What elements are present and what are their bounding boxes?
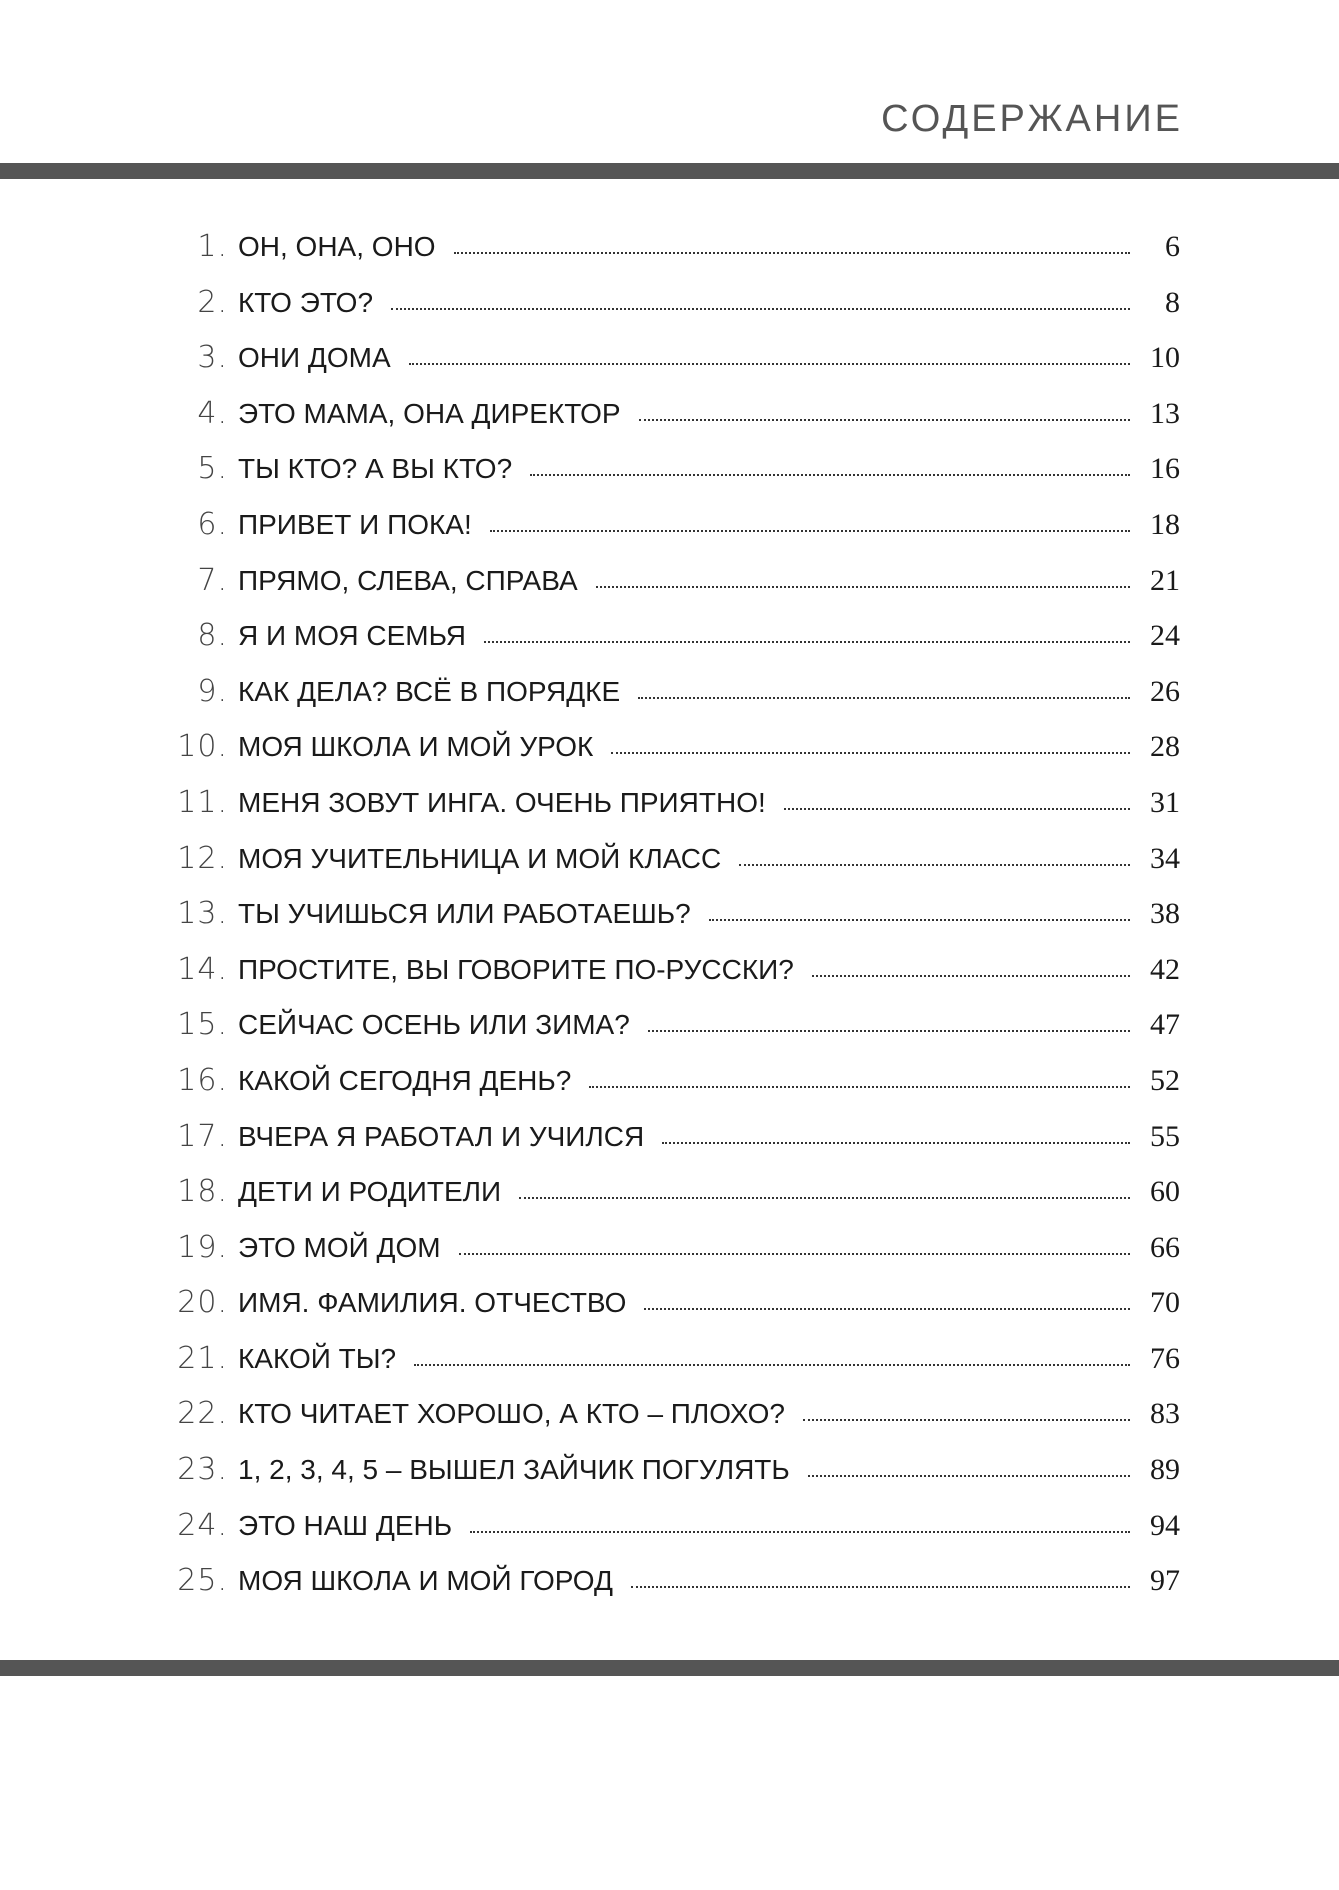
toc-entry-title: КАКОЙ ТЫ? bbox=[238, 1342, 397, 1374]
toc-entry-title: МОЯ ШКОЛА И МОЙ ГОРОД bbox=[238, 1565, 613, 1597]
toc-entry-number: 25. bbox=[177, 1563, 228, 1599]
dot-leader bbox=[459, 1252, 1130, 1255]
toc-entry-number: 5. bbox=[197, 451, 228, 487]
toc-entry-title: КТО ЧИТАЕТ ХОРОШО, А КТО – ПЛОХО? bbox=[238, 1398, 785, 1430]
toc-entry[interactable] bbox=[170, 396, 1180, 452]
toc-entry-page: 34 bbox=[1150, 841, 1180, 875]
toc-entry-number: 6. bbox=[197, 506, 228, 542]
toc-entry-number: 4. bbox=[197, 395, 228, 431]
toc-entry[interactable] bbox=[170, 785, 1180, 841]
dot-leader bbox=[414, 1363, 1130, 1366]
toc-entry[interactable] bbox=[170, 1341, 1180, 1397]
toc-entry[interactable] bbox=[170, 618, 1180, 674]
toc-entry-number: 8. bbox=[197, 618, 228, 654]
toc-entry[interactable] bbox=[170, 674, 1180, 730]
toc-entry-page: 70 bbox=[1150, 1286, 1180, 1320]
toc-entry-title: КАКОЙ СЕГОДНЯ ДЕНЬ? bbox=[238, 1064, 572, 1096]
toc-entry-title: ОН, ОНА, ОНО bbox=[238, 231, 436, 262]
toc-entry[interactable] bbox=[170, 507, 1180, 563]
dot-leader bbox=[589, 1085, 1130, 1088]
toc-entry-page: 8 bbox=[1165, 285, 1180, 319]
toc-entry-number: 18. bbox=[177, 1174, 228, 1210]
toc-entry[interactable] bbox=[170, 1007, 1180, 1063]
toc-entry-title: ЭТО НАШ ДЕНЬ bbox=[238, 1509, 453, 1541]
toc-entry-page: 6 bbox=[1165, 230, 1180, 263]
dot-leader bbox=[391, 307, 1130, 310]
toc-entry-page: 24 bbox=[1150, 619, 1180, 653]
dot-leader bbox=[454, 251, 1130, 254]
toc-entry[interactable] bbox=[170, 451, 1180, 507]
bottom-divider bbox=[0, 1660, 1339, 1676]
dot-leader bbox=[490, 529, 1130, 532]
dot-leader bbox=[639, 418, 1130, 421]
toc-entry-title: СЕЙЧАС ОСЕНЬ ИЛИ ЗИМА? bbox=[238, 1009, 630, 1041]
toc-entry-title: МЕНЯ ЗОВУТ ИНГА. ОЧЕНЬ ПРИЯТНО! bbox=[238, 786, 766, 818]
toc-entry-page: 42 bbox=[1150, 952, 1180, 986]
toc-entry-title: ТЫ УЧИШЬСЯ ИЛИ РАБОТАЕШЬ? bbox=[238, 898, 691, 930]
toc-entry-title: ЭТО МАМА, ОНА ДИРЕКТОР bbox=[238, 397, 621, 429]
toc-entry-title: ПРИВЕТ И ПОКА! bbox=[238, 508, 472, 540]
toc-entry-page: 38 bbox=[1150, 897, 1180, 931]
toc-entry-page: 16 bbox=[1150, 452, 1180, 486]
toc-entry[interactable] bbox=[170, 841, 1180, 897]
dot-leader bbox=[709, 918, 1130, 921]
toc-entry[interactable] bbox=[170, 1063, 1180, 1119]
toc-entry[interactable] bbox=[170, 1230, 1180, 1286]
dot-leader bbox=[611, 751, 1130, 754]
toc-entry-page: 76 bbox=[1150, 1341, 1180, 1375]
dot-leader bbox=[812, 974, 1130, 977]
toc-entry-number: 20. bbox=[177, 1285, 228, 1321]
toc-entry-title: ИМЯ. ФАМИЛИЯ. ОТЧЕСТВО bbox=[238, 1287, 627, 1319]
toc-entry[interactable] bbox=[170, 1452, 1180, 1508]
dot-leader bbox=[662, 1141, 1130, 1144]
toc-entry-number: 7. bbox=[197, 562, 228, 598]
dot-leader bbox=[638, 696, 1130, 699]
toc-entry-title: ПРОСТИТЕ, ВЫ ГОВОРИТЕ ПО-РУССКИ? bbox=[238, 953, 794, 985]
toc-entry-page: 83 bbox=[1150, 1397, 1180, 1431]
dot-leader bbox=[530, 473, 1130, 476]
toc-entry-number: 17. bbox=[177, 1118, 228, 1154]
dot-leader bbox=[648, 1029, 1130, 1032]
toc-entry[interactable] bbox=[170, 229, 1180, 285]
toc-entry[interactable] bbox=[170, 1508, 1180, 1564]
dot-leader bbox=[739, 863, 1130, 866]
toc-entry-title: ЭТО МОЙ ДОМ bbox=[238, 1231, 441, 1263]
toc-entry-number: 11. bbox=[177, 784, 228, 820]
toc-entry-page: 18 bbox=[1150, 507, 1180, 541]
toc-entry-page: 10 bbox=[1150, 341, 1180, 375]
toc-entry[interactable] bbox=[170, 1119, 1180, 1175]
toc-entry-number: 16. bbox=[177, 1062, 228, 1098]
toc-entry-title: ТЫ КТО? А ВЫ КТО? bbox=[238, 453, 513, 485]
toc-entry-page: 13 bbox=[1150, 396, 1180, 430]
toc-entry-page: 28 bbox=[1150, 730, 1180, 764]
dot-leader bbox=[644, 1307, 1130, 1310]
toc-entry-title: КАК ДЕЛА? ВСЁ В ПОРЯДКЕ bbox=[238, 675, 621, 707]
toc-entry-page: 52 bbox=[1150, 1063, 1180, 1097]
toc-entry-number: 10. bbox=[177, 729, 228, 765]
dot-leader bbox=[409, 362, 1130, 365]
toc-entry-number: 14. bbox=[177, 951, 228, 987]
page-title: СОДЕРЖАНИЕ bbox=[881, 98, 1183, 140]
toc-entry-page: 31 bbox=[1150, 785, 1180, 819]
toc-entry-number: 13. bbox=[177, 896, 228, 932]
toc-entry-page: 66 bbox=[1150, 1230, 1180, 1264]
toc-entry-number: 12. bbox=[177, 840, 228, 876]
toc-entry-title: КТО ЭТО? bbox=[238, 286, 374, 318]
toc-entry-title: ДЕТИ И РОДИТЕЛИ bbox=[238, 1176, 502, 1208]
dot-leader bbox=[519, 1196, 1130, 1199]
toc-entry[interactable] bbox=[170, 1563, 1180, 1619]
toc-entry[interactable] bbox=[170, 1396, 1180, 1452]
toc-entry-number: 24. bbox=[177, 1507, 228, 1543]
toc-entry[interactable] bbox=[170, 340, 1180, 396]
toc-entry[interactable] bbox=[170, 563, 1180, 619]
toc-entry-page: 21 bbox=[1150, 563, 1180, 597]
toc-entry[interactable] bbox=[170, 285, 1180, 341]
toc-entry-title: ВЧЕРА Я РАБОТАЛ И УЧИЛСЯ bbox=[238, 1120, 645, 1152]
toc-entry-number: 1. bbox=[197, 229, 228, 264]
dot-leader bbox=[470, 1530, 1130, 1533]
toc-entry[interactable] bbox=[170, 896, 1180, 952]
dot-leader bbox=[484, 640, 1130, 643]
toc-entry-page: 89 bbox=[1150, 1453, 1180, 1487]
toc-entry-number: 2. bbox=[197, 284, 228, 320]
toc-entry-title: ОНИ ДОМА bbox=[238, 342, 391, 374]
top-divider bbox=[0, 163, 1339, 179]
toc-entry-page: 47 bbox=[1150, 1008, 1180, 1042]
toc-entry-page: 26 bbox=[1150, 674, 1180, 708]
dot-leader bbox=[631, 1585, 1130, 1588]
toc-entry[interactable] bbox=[170, 729, 1180, 785]
toc-entry-title: 1, 2, 3, 4, 5 – ВЫШЕЛ ЗАЙЧИК ПОГУЛЯТЬ bbox=[238, 1454, 790, 1486]
toc-entry-number: 23. bbox=[177, 1452, 228, 1488]
toc-entry-page: 94 bbox=[1150, 1508, 1180, 1542]
toc-entry-page: 55 bbox=[1150, 1119, 1180, 1153]
toc-entry-title: МОЯ УЧИТЕЛЬНИЦА И МОЙ КЛАСС bbox=[238, 842, 722, 874]
dot-leader bbox=[784, 807, 1130, 810]
toc-entry-number: 15. bbox=[177, 1007, 228, 1043]
toc-entry[interactable] bbox=[170, 1285, 1180, 1341]
dot-leader bbox=[596, 585, 1130, 588]
toc-entry[interactable] bbox=[170, 952, 1180, 1008]
toc-entry-number: 22. bbox=[177, 1396, 228, 1432]
toc-entry-number: 21. bbox=[177, 1340, 228, 1376]
toc-entry-title: ПРЯМО, СЛЕВА, СПРАВА bbox=[238, 564, 578, 596]
toc-entry-title: МОЯ ШКОЛА И МОЙ УРОК bbox=[238, 731, 594, 763]
toc-entry-number: 3. bbox=[197, 340, 228, 376]
table-of-contents bbox=[170, 229, 1180, 1619]
toc-entry-title: Я И МОЯ СЕМЬЯ bbox=[238, 620, 466, 652]
toc-entry-number: 19. bbox=[177, 1229, 228, 1265]
toc-entry-number: 9. bbox=[197, 673, 228, 709]
toc-entry-page: 97 bbox=[1150, 1564, 1180, 1598]
dot-leader bbox=[808, 1474, 1130, 1477]
toc-entry-page: 60 bbox=[1150, 1175, 1180, 1209]
toc-entry[interactable] bbox=[170, 1174, 1180, 1230]
dot-leader bbox=[803, 1418, 1130, 1421]
